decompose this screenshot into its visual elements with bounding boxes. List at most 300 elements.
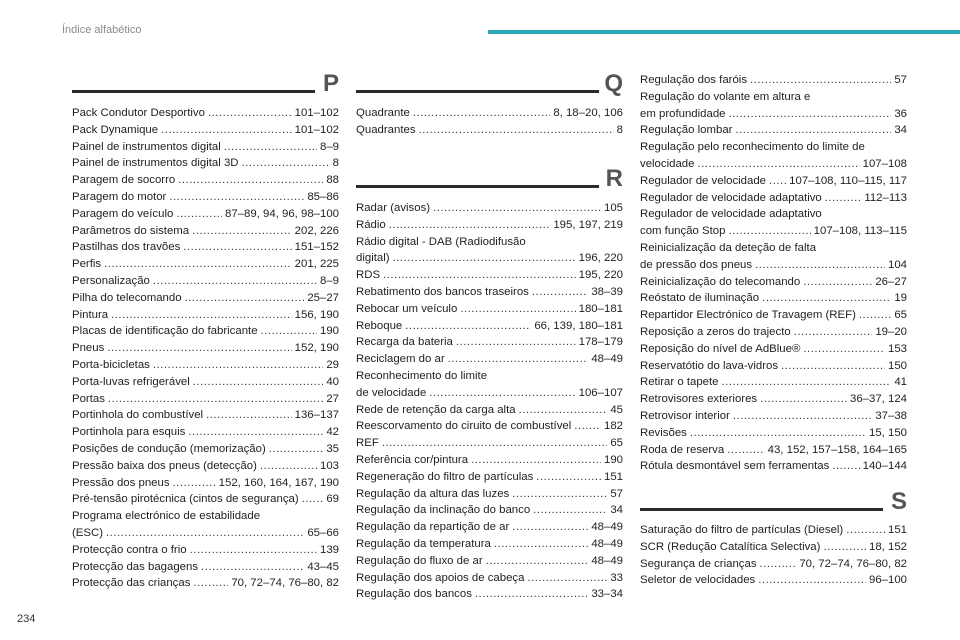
index-entry [72, 206, 339, 223]
page-number: 234 [17, 613, 36, 625]
dot-leader [803, 341, 885, 358]
index-entry-pages: 150 [887, 359, 907, 372]
dot-leader [269, 441, 324, 458]
index-entry [640, 324, 907, 341]
dot-leader [460, 301, 575, 318]
index-entry-pages: 35 [326, 442, 339, 455]
index-entry-pages: 107–108 [862, 157, 907, 170]
index-entry-pages: 103 [319, 459, 339, 472]
index-entry-pages: 42 [326, 426, 339, 439]
dot-leader [755, 257, 885, 274]
index-entry [640, 173, 907, 190]
index-entry [72, 273, 339, 290]
index-entry [72, 542, 339, 559]
dot-leader [242, 155, 330, 172]
index-entry-term: Retrovisores exteriores [640, 393, 758, 406]
section-entries-s [640, 522, 907, 589]
dot-leader [153, 273, 317, 290]
dot-leader [111, 307, 292, 324]
index-entry-pages: 65 [610, 437, 623, 450]
index-entry-term: Portinhola para esquis [72, 426, 186, 439]
index-entry-term: Retirar o tapete [640, 376, 719, 389]
index-entry [72, 256, 339, 273]
index-entry [640, 274, 907, 291]
index-entry-pages: 65–66 [307, 526, 339, 539]
dot-leader [794, 324, 873, 341]
dot-leader [302, 491, 324, 508]
dot-leader [512, 519, 588, 536]
index-entry-pages: 57 [610, 487, 623, 500]
index-entry-pages: 29 [326, 358, 339, 371]
index-entry-term: Regulação lombar [640, 124, 733, 137]
dot-leader [471, 452, 601, 469]
dot-leader [178, 172, 323, 189]
index-entry [356, 351, 623, 368]
index-entry-term: Pack Condutor Desportivo [72, 107, 205, 119]
index-entry [72, 223, 339, 240]
index-entry-pages: 107–108, 110–115, 117 [789, 174, 907, 187]
section-rule [640, 508, 883, 511]
index-entry [72, 155, 339, 172]
index-entry-pages: 25–27 [307, 291, 339, 304]
dot-leader [383, 267, 576, 284]
index-entry [72, 491, 339, 508]
index-entry-pages: 180–181 [578, 302, 623, 315]
index-entry-pages: 19–20 [875, 325, 907, 338]
dot-leader [735, 122, 891, 139]
dot-leader [108, 391, 323, 408]
index-entry [356, 105, 623, 122]
index-entry-term: Personalização [72, 274, 150, 287]
dot-leader [758, 572, 866, 589]
index-entry-pages: 37–38 [875, 409, 907, 422]
index-entry [640, 190, 907, 207]
dot-leader [486, 553, 589, 570]
index-entry [72, 374, 339, 391]
section-letter: Q [604, 70, 623, 97]
section-letter: P [322, 70, 339, 97]
index-entry-term: Reescorvamento do ciruito de combustível [356, 420, 572, 433]
index-entry-term: Regulação da altura das luzes [356, 487, 510, 500]
index-entry-pages: 152, 190 [294, 342, 339, 355]
index-entry-term: Pressão dos pneus [72, 476, 170, 489]
index-entry [640, 425, 907, 442]
index-entry-pages: 48–49 [591, 353, 623, 366]
index-entry-term: Repartidor Electrónico de Travagem (REF) [640, 309, 856, 322]
index-entry-term: Rede de retenção da carga alta [356, 403, 516, 416]
section-head-q [356, 70, 623, 110]
index-entry [640, 89, 907, 123]
index-entry [640, 442, 907, 459]
index-entry-term: Paragem de socorro [72, 174, 176, 187]
index-entry [72, 307, 339, 324]
index-entry-term: Reóstato de iluminação [640, 292, 760, 305]
dot-leader [192, 223, 292, 240]
index-entry [356, 586, 623, 603]
dot-leader [728, 223, 810, 240]
index-entry-term: Regulação do volante em altura e [640, 90, 811, 103]
index-entry-pages: 38–39 [591, 285, 623, 298]
dot-leader [825, 190, 862, 207]
dot-leader [750, 72, 891, 89]
dot-leader [206, 407, 292, 424]
index-entry-term: Quadrante [356, 107, 410, 119]
index-entry [640, 307, 907, 324]
index-entry-pages: 152, 160, 164, 167, 190 [218, 476, 339, 489]
index-entry [356, 284, 623, 301]
index-entry-term: Pré-tensão pirotécnica (cintos de segurança) [72, 493, 299, 506]
index-entry-pages: 69 [326, 493, 339, 506]
index-entry-pages: 190 [319, 325, 339, 338]
index-entry-term: Placas de identificação do fabricante [72, 325, 258, 338]
index-entry [72, 424, 339, 441]
dot-leader [475, 586, 588, 603]
index-entry [640, 556, 907, 573]
index-entry-term: Rádio [356, 218, 386, 231]
index-entry-pages: 196, 220 [578, 252, 623, 265]
dot-leader [512, 486, 607, 503]
dot-leader [733, 408, 872, 425]
index-entry-term: Reposição do nível de AdBlue® [640, 342, 801, 355]
index-entry [356, 452, 623, 469]
index-entry-term: (ESC) [72, 526, 104, 539]
index-entry-term: SCR (Redução Catalítica Selectiva) [640, 540, 821, 553]
dot-leader [729, 106, 892, 123]
index-entry-term: Reinicialização da deteção de falta [640, 241, 817, 254]
index-entry [72, 357, 339, 374]
index-entry [356, 536, 623, 553]
index-entry-pages: 96–100 [868, 574, 907, 587]
section-letter: S [890, 488, 907, 515]
index-entry-pages: 136–137 [294, 409, 339, 422]
dot-leader [413, 105, 550, 122]
index-entry-term: Rádio digital - DAB (Radiodifusão [356, 235, 526, 248]
dot-leader [104, 256, 292, 273]
index-entry-pages: 151 [887, 524, 907, 536]
index-entry-term: Pintura [72, 308, 109, 321]
index-entry-pages: 106–107 [578, 386, 623, 399]
index-entry [356, 553, 623, 570]
dot-leader [261, 323, 317, 340]
index-entry-pages: 201, 225 [294, 258, 339, 271]
dot-leader [405, 318, 531, 335]
dot-leader [433, 200, 601, 217]
section-letter: R [605, 165, 623, 192]
section-entries-r-continued [640, 72, 907, 475]
index-entry-pages: 48–49 [591, 537, 623, 550]
index-entry-term: Pilha do telecomando [72, 291, 182, 304]
index-entry [356, 334, 623, 351]
dot-leader [527, 570, 607, 587]
index-entry-term: Rebocar um veículo [356, 302, 458, 315]
index-entry [356, 217, 623, 234]
section-rule [356, 90, 599, 93]
index-entry [640, 139, 907, 173]
index-entry-pages: 88 [326, 174, 339, 187]
index-entry-pages: 87–89, 94, 96, 98–100 [224, 207, 339, 220]
index-entry-pages: 8 [332, 157, 339, 170]
index-entry-term: Radar (avisos) [356, 202, 431, 214]
index-entry [640, 206, 907, 240]
dot-leader [697, 156, 859, 173]
index-entry [72, 172, 339, 189]
index-entry [640, 290, 907, 307]
index-entry-pages: 41 [894, 376, 907, 389]
dot-leader [169, 189, 304, 206]
index-entry [356, 122, 623, 139]
dot-leader [185, 290, 305, 307]
index-entry-pages: 66, 139, 180–181 [534, 319, 623, 332]
dot-leader [823, 539, 866, 556]
index-entry-term: Rótula desmontável sem ferramentas [640, 460, 830, 473]
header-accent-bar [488, 30, 960, 34]
index-entry [640, 341, 907, 358]
index-entry-term: Regulação dos bancos [356, 588, 472, 601]
dot-leader [762, 290, 891, 307]
section-entries-r [356, 200, 623, 603]
index-entry [640, 240, 907, 274]
index-entry-term: Posições de condução (memorização) [72, 442, 266, 455]
index-entry-term: Regulador de velocidade adaptativo [640, 208, 822, 221]
index-entry-pages: 85–86 [307, 190, 339, 203]
dot-leader [727, 442, 764, 459]
dot-leader [224, 139, 317, 156]
index-entry [356, 502, 623, 519]
dot-leader [107, 340, 291, 357]
index-entry-pages: 151–152 [294, 241, 339, 254]
index-entry-term: Paragem do veículo [72, 207, 174, 220]
index-entry-pages: 153 [887, 342, 907, 355]
index-entry [356, 486, 623, 503]
index-entry-pages: 8, 18–20, 106 [553, 107, 623, 119]
index-entry-term: Seletor de velocidades [640, 574, 756, 587]
index-entry-pages: 182 [603, 420, 623, 433]
index-entry [356, 469, 623, 486]
index-entry [640, 358, 907, 375]
index-entry-pages: 65 [894, 309, 907, 322]
index-entry-term: Reposição a zeros do trajecto [640, 325, 791, 338]
index-entry [640, 374, 907, 391]
index-entry-term: de velocidade [356, 386, 427, 399]
index-entry-term: RDS [356, 269, 381, 282]
dot-leader [393, 250, 576, 267]
index-entry-pages: 112–113 [864, 191, 907, 204]
index-entry-pages: 202, 226 [294, 224, 339, 237]
index-entry-term: Recarga da bateria [356, 336, 453, 349]
index-entry-pages: 15, 150 [868, 426, 907, 439]
index-entry-term: Regulação da inclinação do banco [356, 504, 531, 517]
index-entry-term: Pressão baixa dos pneus (detecção) [72, 459, 257, 472]
index-entry-pages: 48–49 [591, 521, 623, 534]
index-entry [72, 290, 339, 307]
index-entry-term: Porta-luvas refrigerável [72, 375, 190, 388]
dot-leader [494, 536, 588, 553]
index-entry-pages: 33–34 [591, 588, 623, 601]
index-entry-pages: 70, 72–74, 76–80, 82 [231, 577, 339, 590]
index-entry-term: em profundidade [640, 107, 726, 120]
dot-leader [193, 575, 228, 592]
dot-leader [153, 357, 323, 374]
index-entry-term: Saturação do filtro de partículas (Diesel) [640, 524, 844, 536]
index-entry-pages: 70, 72–74, 76–80, 82 [799, 557, 907, 570]
dot-leader [846, 522, 885, 539]
dot-leader [760, 391, 847, 408]
index-entry-term: de pressão dos pneus [640, 258, 753, 271]
index-entry-term: Regulação da temperatura [356, 537, 491, 550]
index-entry-term: Reciclagem do ar [356, 353, 445, 366]
index-entry-term: velocidade [640, 157, 695, 170]
dot-leader [781, 358, 885, 375]
dot-leader [190, 542, 317, 559]
dot-leader [419, 122, 614, 139]
index-entry-term: Porta-bicicletas [72, 358, 150, 371]
section-rule [356, 185, 599, 188]
index-entry-pages: 156, 190 [294, 308, 339, 321]
index-entry-term: Regulador de velocidade adaptativo [640, 191, 822, 204]
index-entry-term: Pastilhas dos travões [72, 241, 181, 254]
index-entry-term: Protecção das crianças [72, 577, 191, 590]
index-entry-pages: 36 [894, 107, 907, 120]
index-entry [72, 575, 339, 592]
dot-leader [188, 424, 323, 441]
index-entry-term: Reinicialização do telecomando [640, 275, 801, 288]
index-entry-term: Regulador de velocidade [640, 174, 767, 187]
index-entry [356, 435, 623, 452]
index-entry-pages: 27 [326, 392, 339, 405]
index-entry-pages: 139 [319, 543, 339, 556]
index-entry-pages: 18, 152 [868, 540, 907, 553]
index-entry-pages: 8–9 [319, 140, 339, 153]
header-title: Índice alfabético [62, 24, 142, 36]
index-entry-term: Regulação pelo reconhecimento do limite de [640, 141, 865, 154]
index-entry [640, 522, 907, 539]
index-entry [72, 475, 339, 492]
index-entry-term: Reservatótio do lava-vidros [640, 359, 779, 372]
index-entry [72, 122, 339, 139]
index-entry-pages: 48–49 [591, 554, 623, 567]
index-entry [356, 519, 623, 536]
index-entry [72, 407, 339, 424]
dot-leader [260, 458, 317, 475]
index-entry-pages: 8–9 [319, 274, 339, 287]
index-entry [356, 318, 623, 335]
dot-leader [429, 385, 575, 402]
index-entry [72, 508, 339, 542]
index-entry [72, 340, 339, 357]
index-entry-term: com função Stop [640, 225, 726, 238]
dot-leader [769, 173, 786, 190]
dot-leader [382, 435, 608, 452]
index-entry [640, 391, 907, 408]
index-entry [640, 408, 907, 425]
index-entry [72, 139, 339, 156]
index-entry-term: Regulação dos faróis [640, 74, 748, 86]
index-entry-term: Portinhola do combustível [72, 409, 204, 422]
index-entry-pages: 151 [603, 470, 623, 483]
dot-leader [208, 105, 292, 122]
index-entry [356, 234, 623, 268]
index-entry-pages: 190 [603, 453, 623, 466]
index-entry-term: Perfis [72, 258, 102, 271]
index-entry [356, 402, 623, 419]
index-entry-pages: 105 [603, 202, 623, 214]
index-entry-term: digital) [356, 252, 390, 265]
index-entry-term: Programa electrónico de estabilidade [72, 510, 261, 523]
index-entry [640, 539, 907, 556]
index-entry [640, 122, 907, 139]
dot-leader [722, 374, 892, 391]
index-entry-term: Referência cor/pintura [356, 453, 469, 466]
index-entry-pages: 104 [887, 258, 907, 271]
index-entry [72, 105, 339, 122]
index-entry-term: Reconhecimento do limite [356, 369, 488, 382]
dot-leader [803, 274, 872, 291]
index-entry-pages: 19 [894, 292, 907, 305]
index-entry-pages: 57 [894, 74, 907, 86]
index-entry-pages: 34 [894, 124, 907, 137]
index-entry [72, 458, 339, 475]
dot-leader [448, 351, 589, 368]
index-entry-term: Revisões [640, 426, 687, 439]
index-entry-term: Painel de instrumentos digital [72, 140, 221, 153]
dot-leader [161, 122, 292, 139]
index-entry [356, 418, 623, 435]
index-entry [640, 458, 907, 475]
index-entry-term: Reboque [356, 319, 403, 332]
index-entry-term: Portas [72, 392, 105, 405]
dot-leader [859, 307, 891, 324]
dot-leader [201, 559, 304, 576]
index-entry-term: Regulação dos apoios de cabeça [356, 571, 525, 584]
index-entry [356, 301, 623, 318]
dot-leader [760, 556, 797, 573]
index-entry-term: REF [356, 437, 379, 450]
index-entry [72, 239, 339, 256]
dot-leader [832, 458, 859, 475]
index-entry-pages: 178–179 [578, 336, 623, 349]
index-entry-term: Quadrantes [356, 123, 416, 136]
index-entry [640, 572, 907, 589]
index-entry [356, 267, 623, 284]
index-entry-pages: 34 [610, 504, 623, 517]
index-entry-term: Protecção das bagagens [72, 560, 199, 573]
index-entry-term: Regulação da repartição de ar [356, 521, 510, 534]
index-entry-pages: 33 [610, 571, 623, 584]
index-entry [72, 323, 339, 340]
dot-leader [456, 334, 576, 351]
section-rule [72, 90, 315, 93]
index-entry-pages: 8 [616, 123, 623, 136]
index-entry-pages: 101–102 [294, 107, 339, 119]
index-entry-pages: 40 [326, 375, 339, 388]
index-entry-pages: 43–45 [307, 560, 339, 573]
index-entry-pages: 36–37, 124 [849, 393, 907, 406]
dot-leader [532, 284, 588, 301]
dot-leader [519, 402, 608, 419]
index-entry-term: Regeneração do filtro de partículas [356, 470, 534, 483]
index-entry-term: Retrovisor interior [640, 409, 730, 422]
index-entry-pages: 195, 220 [578, 269, 623, 282]
section-head-r [356, 165, 623, 205]
index-entry-pages: 195, 197, 219 [553, 218, 623, 231]
dot-leader [533, 502, 607, 519]
index-entry-pages: 43, 152, 157–158, 164–165 [767, 443, 907, 456]
index-entry [356, 368, 623, 402]
index-entry [72, 559, 339, 576]
dot-leader [690, 425, 866, 442]
index-entry-pages: 26–27 [875, 275, 907, 288]
dot-leader [574, 418, 601, 435]
